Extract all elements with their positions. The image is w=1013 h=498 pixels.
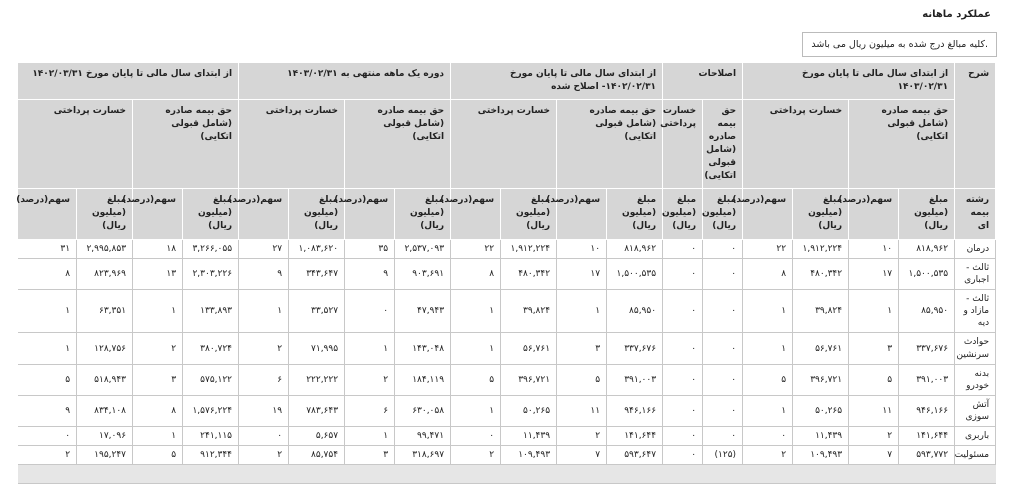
row-label: ثالث - مازاد و دیه xyxy=(955,289,996,332)
table-cell: ۱ xyxy=(18,289,77,332)
currency-note: کلیه مبالغ درج شده به میلیون ریال می باشد. xyxy=(802,32,997,57)
table-cell: ۹۹,۴۷۱ xyxy=(395,427,451,446)
col-header-amount: مبلغ (میلیون ریال) xyxy=(607,189,663,239)
table-row xyxy=(18,333,996,364)
table-cell: (۱۲۵) xyxy=(703,446,743,465)
table-cell: ۳۹۱,۰۰۳ xyxy=(607,364,663,395)
col-header-amount: مبلغ (میلیون ریال) xyxy=(703,189,743,239)
table-cell: ۲ xyxy=(451,446,501,465)
table-cell: ۲ xyxy=(133,333,183,364)
table-cell: ۱ xyxy=(451,395,501,426)
table-cell: ۳,۲۶۶,۰۵۵ xyxy=(183,239,239,258)
table-cell: ۱۰ xyxy=(557,239,607,258)
table-cell: ۰ xyxy=(743,427,793,446)
table-cell: ۵ xyxy=(849,364,899,395)
header-adjustments: اصلاحات xyxy=(663,63,743,100)
subheader-claims: خسارت پرداختی xyxy=(239,100,345,189)
subheader-premium: حق بیمه صادره (شامل قبولی اتکایی) xyxy=(345,100,451,189)
table-cell: ۰ xyxy=(663,258,703,289)
table-cell: ۵۹۳,۶۴۷ xyxy=(607,446,663,465)
table-cell: ۸ xyxy=(18,258,77,289)
table-cell: ۵۷۵,۱۲۲ xyxy=(183,364,239,395)
table-cell: ۱۴۳,۰۴۸ xyxy=(395,333,451,364)
table-cell: ۳ xyxy=(849,333,899,364)
table-row xyxy=(18,258,996,289)
table-cell: ۰ xyxy=(663,446,703,465)
table-cell: ۱۷,۰۹۶ xyxy=(77,427,133,446)
subheader-adj-claims: خسارت پرداختی xyxy=(663,100,703,189)
row-label: مسئولیت xyxy=(955,446,996,465)
table-cell: ۱۷ xyxy=(557,258,607,289)
table-cell: ۱,۹۱۲,۲۲۴ xyxy=(501,239,557,258)
table-cell: ۱ xyxy=(557,289,607,332)
table-cell: ۵ xyxy=(133,446,183,465)
table-cell: ۱ xyxy=(743,395,793,426)
table-cell: ۱۸ xyxy=(133,239,183,258)
table-cell: ۳۴۳,۶۴۷ xyxy=(289,258,345,289)
table-cell: ۱۷ xyxy=(849,258,899,289)
subheader-premium: حق بیمه صادره (شامل قبولی اتکایی) xyxy=(849,100,955,189)
table-cell: ۲,۳۰۳,۲۲۶ xyxy=(183,258,239,289)
header-ytd-1402: از ابتدای سال مالی تا پایان مورخ ۱۴۰۲/۰۳/۳۱ xyxy=(18,63,239,100)
table-cell: ۳۵ xyxy=(345,239,395,258)
table-cell: ۸۱۸,۹۶۲ xyxy=(899,239,955,258)
table-cell: ۰ xyxy=(703,289,743,332)
table-cell: ۱ xyxy=(239,289,289,332)
table-cell: ۷۱,۹۹۵ xyxy=(289,333,345,364)
col-header-amount: مبلغ (میلیون ریال) xyxy=(663,189,703,239)
table-cell: ۵۱۸,۹۴۳ xyxy=(77,364,133,395)
subheader-premium: حق بیمه صادره (شامل قبولی اتکایی) xyxy=(133,100,239,189)
table-cell: ۳۱۸,۶۹۷ xyxy=(395,446,451,465)
table-cell: ۲ xyxy=(849,427,899,446)
table-cell: ۷ xyxy=(557,446,607,465)
col-header-amount: مبلغ (میلیون ریال) xyxy=(77,189,133,239)
table-cell: ۱ xyxy=(451,289,501,332)
table-cell: ۰ xyxy=(703,258,743,289)
table-cell: ۱۲۸,۷۵۶ xyxy=(77,333,133,364)
table-cell: ۰ xyxy=(703,364,743,395)
table-cell: ۵۰,۲۶۵ xyxy=(501,395,557,426)
table-cell: ۹ xyxy=(239,258,289,289)
col-header-share: سهم(درصد) xyxy=(849,189,899,239)
table-cell: ۹ xyxy=(18,395,77,426)
table-cell: ۶ xyxy=(239,364,289,395)
table-cell: ۲۷ xyxy=(239,239,289,258)
col-header-amount: مبلغ (میلیون ریال) xyxy=(183,189,239,239)
row-label: حوادث سرنشین xyxy=(955,333,996,364)
row-label: باربری xyxy=(955,427,996,446)
row-label: آتش سوزی xyxy=(955,395,996,426)
table-cell: ۸۵,۹۵۰ xyxy=(607,289,663,332)
col-header-amount: مبلغ (میلیون ریال) xyxy=(899,189,955,239)
table-cell: ۳ xyxy=(557,333,607,364)
table-cell: ۱ xyxy=(133,427,183,446)
table-cell: ۲ xyxy=(345,364,395,395)
col-header-share: سهم(درصد) xyxy=(18,189,77,239)
table-cell: ۱,۵۰۰,۵۳۵ xyxy=(899,258,955,289)
table-cell: ۰ xyxy=(703,395,743,426)
table-cell: ۱,۵۷۶,۲۲۴ xyxy=(183,395,239,426)
table-cell: ۰ xyxy=(451,427,501,446)
table-cell: ۵۹۳,۷۷۲ xyxy=(899,446,955,465)
table-cell: ۱ xyxy=(18,333,77,364)
table-cell: ۱ xyxy=(743,333,793,364)
table-cell: ۱ xyxy=(743,289,793,332)
table-cell: ۰ xyxy=(703,239,743,258)
table-cell: ۵۰,۲۶۵ xyxy=(793,395,849,426)
col-header-amount: مبلغ (میلیون ریال) xyxy=(793,189,849,239)
table-cell: ۱۰۹,۴۹۳ xyxy=(501,446,557,465)
table-cell: ۸۵,۹۵۰ xyxy=(899,289,955,332)
col-header-share: سهم(درصد) xyxy=(451,189,501,239)
table-cell: ۱۱ xyxy=(557,395,607,426)
table-cell: ۰ xyxy=(663,289,703,332)
col-header-amount: مبلغ (میلیون ریال) xyxy=(501,189,557,239)
table-cell: ۵ xyxy=(743,364,793,395)
table-cell: ۲,۵۳۷,۰۹۳ xyxy=(395,239,451,258)
table-row xyxy=(18,289,996,332)
table-cell: ۱ xyxy=(849,289,899,332)
table-cell: ۱۹۵,۲۴۷ xyxy=(77,446,133,465)
header-description: شرح xyxy=(955,63,996,189)
table-cell: ۴۷,۹۴۳ xyxy=(395,289,451,332)
table-row xyxy=(18,446,996,465)
table-cell: ۵ xyxy=(18,364,77,395)
row-label: درمان xyxy=(955,239,996,258)
table-cell: ۸۵,۷۵۴ xyxy=(289,446,345,465)
col-header-share: سهم(درصد) xyxy=(345,189,395,239)
table-cell: ۶۳۰,۰۵۸ xyxy=(395,395,451,426)
table-cell: ۳۱ xyxy=(18,239,77,258)
table-cell: ۱۳۳,۸۹۳ xyxy=(183,289,239,332)
table-cell: ۱ xyxy=(345,333,395,364)
col-header-share: سهم(درصد) xyxy=(239,189,289,239)
table-row xyxy=(18,364,996,395)
table-footer xyxy=(18,465,996,484)
footer-cell xyxy=(18,465,996,484)
header-month-1403: دوره یک ماهه منتهی به ۱۴۰۳/۰۲/۳۱ xyxy=(239,63,451,100)
table-cell: ۱۸۴,۱۱۹ xyxy=(395,364,451,395)
table-cell: ۲ xyxy=(239,333,289,364)
table-cell: ۰ xyxy=(663,239,703,258)
header-ytd-1402-adjusted: از ابتدای سال مالی تا پایان مورخ ۱۴۰۲/۰۲/۳۱- اصلاح شده xyxy=(451,63,663,100)
col-header-amount: مبلغ (میلیون ریال) xyxy=(289,189,345,239)
col-header-share: سهم(درصد) xyxy=(557,189,607,239)
subheader-premium: حق بیمه صادره (شامل قبولی اتکایی) xyxy=(557,100,663,189)
table-cell: ۲۲۲,۲۲۲ xyxy=(289,364,345,395)
table-cell: ۱ xyxy=(451,333,501,364)
table-cell: ۰ xyxy=(663,395,703,426)
table-cell: ۶۳,۳۵۱ xyxy=(77,289,133,332)
table-cell: ۹۴۶,۱۶۶ xyxy=(607,395,663,426)
table-cell: ۸ xyxy=(743,258,793,289)
table-cell: ۱۳ xyxy=(133,258,183,289)
subheader-claims: خسارت پرداختی xyxy=(18,100,133,189)
table-cell: ۷ xyxy=(849,446,899,465)
table-cell: ۳ xyxy=(133,364,183,395)
table-cell: ۰ xyxy=(703,427,743,446)
subheader-adj-premium: حق بیمه صادره (شامل قبولی اتکایی) xyxy=(703,100,743,189)
table-row xyxy=(18,239,996,258)
table-cell: ۹۰۳,۶۹۱ xyxy=(395,258,451,289)
table-cell: ۱ xyxy=(133,289,183,332)
table-cell: ۳ xyxy=(345,446,395,465)
subheader-claims: خسارت پرداختی xyxy=(743,100,849,189)
table-cell: ۱۹ xyxy=(239,395,289,426)
table-cell: ۴۸۰,۳۴۲ xyxy=(501,258,557,289)
table-cell: ۳۹۶,۷۲۱ xyxy=(501,364,557,395)
table-cell: ۷۸۳,۶۴۳ xyxy=(289,395,345,426)
table-cell: ۸۱۸,۹۶۲ xyxy=(607,239,663,258)
table-row xyxy=(18,427,996,446)
table-cell: ۵۶,۷۶۱ xyxy=(501,333,557,364)
table-cell: ۸ xyxy=(133,395,183,426)
table-cell: ۵ xyxy=(557,364,607,395)
col-header-amount: مبلغ (میلیون ریال) xyxy=(395,189,451,239)
table-cell: ۳۹,۸۲۴ xyxy=(793,289,849,332)
table-cell: ۰ xyxy=(663,427,703,446)
table-cell: ۱۱ xyxy=(849,395,899,426)
monthly-performance-table xyxy=(17,62,995,484)
table-cell: ۳۹۱,۰۰۳ xyxy=(899,364,955,395)
page-title: عملکرد ماهانه xyxy=(922,9,991,20)
table-cell: ۱,۹۱۲,۲۲۴ xyxy=(793,239,849,258)
table-cell: ۱۰۹,۴۹۳ xyxy=(793,446,849,465)
table-cell: ۳۳,۵۲۷ xyxy=(289,289,345,332)
col-header-line: رشته بیمه ای xyxy=(955,189,996,239)
table-cell: ۲ xyxy=(239,446,289,465)
table-cell: ۱۱,۴۳۹ xyxy=(793,427,849,446)
table-cell: ۳۹۶,۷۲۱ xyxy=(793,364,849,395)
table-cell: ۵ xyxy=(451,364,501,395)
table-cell: ۴۸۰,۳۴۲ xyxy=(793,258,849,289)
subheader-claims: خسارت پرداختی xyxy=(451,100,557,189)
table-cell: ۲ xyxy=(557,427,607,446)
table-cell: ۹۴۶,۱۶۶ xyxy=(899,395,955,426)
table-cell: ۱۰ xyxy=(849,239,899,258)
table-cell: ۸۳۴,۱۰۸ xyxy=(77,395,133,426)
table-cell: ۸ xyxy=(451,258,501,289)
table-cell: ۲ xyxy=(18,446,77,465)
table-cell: ۳۹,۸۲۴ xyxy=(501,289,557,332)
table-row xyxy=(18,395,996,426)
table-cell: ۳۳۷,۶۷۶ xyxy=(607,333,663,364)
col-header-share: سهم(درصد) xyxy=(133,189,183,239)
table-cell: ۶ xyxy=(345,395,395,426)
table-cell: ۱,۵۰۰,۵۳۵ xyxy=(607,258,663,289)
table-cell: ۰ xyxy=(663,364,703,395)
row-label: بدنه خودرو xyxy=(955,364,996,395)
table-cell: ۳۸۰,۷۲۴ xyxy=(183,333,239,364)
table-cell: ۱۴۱,۶۴۴ xyxy=(607,427,663,446)
table-cell: ۰ xyxy=(18,427,77,446)
table-cell: ۰ xyxy=(345,289,395,332)
table-cell: ۲۴۱,۱۱۵ xyxy=(183,427,239,446)
table-cell: ۹۱۲,۳۴۴ xyxy=(183,446,239,465)
table-cell: ۱,۰۸۳,۶۲۰ xyxy=(289,239,345,258)
table-cell: ۹ xyxy=(345,258,395,289)
header-ytd-1403: از ابتدای سال مالی تا پایان مورخ ۱۴۰۳/۰۲/۳۱ xyxy=(743,63,955,100)
table-cell: ۲ xyxy=(743,446,793,465)
table-cell: ۲,۹۹۵,۸۵۳ xyxy=(77,239,133,258)
table-cell: ۵,۶۵۷ xyxy=(289,427,345,446)
table-cell: ۰ xyxy=(703,333,743,364)
col-header-share: سهم(درصد) xyxy=(743,189,793,239)
row-label: ثالث - اجباری xyxy=(955,258,996,289)
table-cell: ۰ xyxy=(663,333,703,364)
table-cell: ۲۲ xyxy=(451,239,501,258)
table-cell: ۳۳۷,۶۷۶ xyxy=(899,333,955,364)
table-cell: ۱۴۱,۶۴۴ xyxy=(899,427,955,446)
table-cell: ۱ xyxy=(345,427,395,446)
table-cell: ۸۲۳,۹۶۹ xyxy=(77,258,133,289)
table-cell: ۰ xyxy=(239,427,289,446)
table-cell: ۱۱,۴۳۹ xyxy=(501,427,557,446)
table-cell: ۵۶,۷۶۱ xyxy=(793,333,849,364)
table-cell: ۲۲ xyxy=(743,239,793,258)
